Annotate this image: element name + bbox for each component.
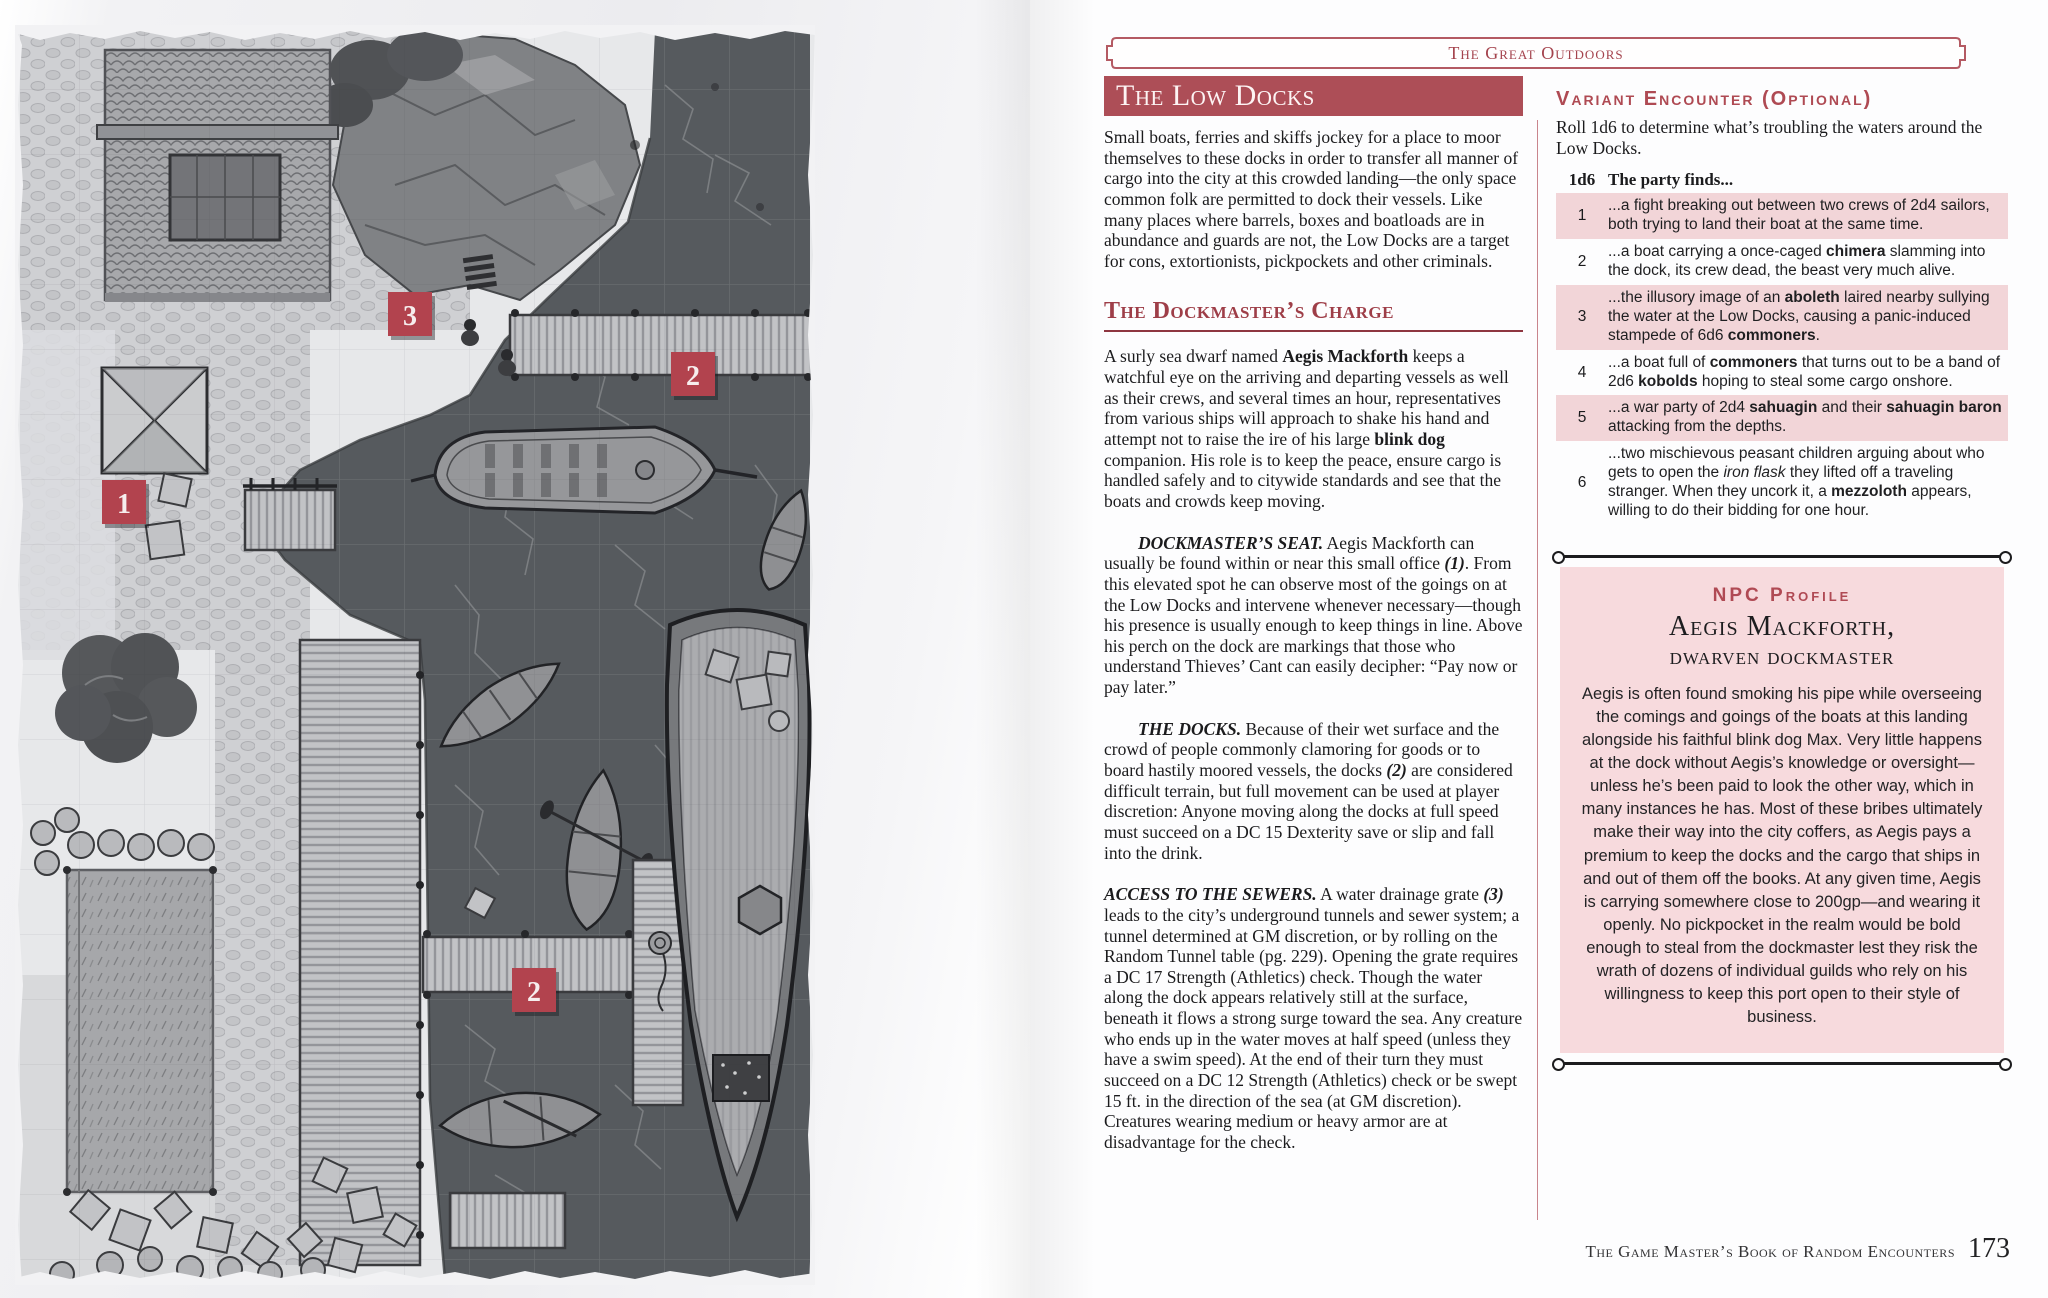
variant-encounter-heading: Variant Encounter (Optional) xyxy=(1556,88,1873,110)
finds-cell: ...a fight breaking out between two crews of 2d4 sailors, both trying to land their boat at the same time. xyxy=(1608,197,1990,234)
column-divider xyxy=(1537,120,1538,1220)
sewers-paragraph: ACCESS TO THE SEWERS. A water drainage grate (3) leads to the city’s underground tunnels and sewer system; a tunnel determined at GM discretion, or by rolling on the Random Tunnel table (pg. 229). Opening the grate requires a DC 17 Strength (Athletics) check. Though the water along the dock appears relatively still at the surface, beneath it flows a strong surge toward the sea. Any creature who ends up in the water moves at half speed (unless they have a swim speed). At the end of their turn they must succeed on a DC 12 Strength (Athletics) check or be swept 15 ft. in the direction of the sea (at GM discretion). Creatures wearing medium or heavy armor are at disadvantage for the check. xyxy=(1104,884,1523,1152)
encounter-table-header xyxy=(1556,168,2008,193)
page-footer xyxy=(1585,1233,2010,1265)
npc-description: Aegis is often found smoking his pipe while overseeing the comings and goings of the boats at this landing alongside his faithful blink dog Max. Very little happens at the dock without Aegis’s knowledge or oversight—unless he’s been paid to look the other way, which in many instances he has. Most of these bribes ultimately make their way into the city coffers, as Aegis pays a premium to keep the docks and the cargo that ships in and out of them off the books. At any given time, Aegis is carrying somewhere close to 200gp—and wearing it openly. No pickpocket in the realm would be bold enough to steal from the dockmaster lest they risk the wrath of dozens of individual guilds who rely on his willingness to keep this port open to their style of business. xyxy=(1581,684,1983,1027)
table-row xyxy=(1556,395,2008,441)
dockmasters-seat-paragraph: DOCKMASTER’S SEAT. Aegis Mackforth can usually be found within or near this small office (1). From this elevated spot he can observe most of the goings on at the Low Docks and intervene whenever necessary—though his presence is usually enough to keep things in line. Above his perch on the dock are markings that those who understand Thieves’ Cant can easily decipher: “Pay now or pay later.” xyxy=(1104,532,1523,698)
table-row xyxy=(1556,193,2008,239)
npc-profile-kicker: NPC Profile xyxy=(1712,584,1852,606)
the-docks-paragraph: THE DOCKS. Because of their wet surface and the crowd of people commonly clamoring for goods or to board hastily moored vessels, the docks (2) are considered difficult terrain, but full movement can be used at player discretion: Anyone moving along the docks at full speed must succeed on a DC 15 Dexterity save or slip and fall into the drink. xyxy=(1104,718,1513,863)
section-heading: The Dockmaster’s Charge xyxy=(1104,298,1523,332)
table-row xyxy=(1556,285,2008,350)
intro-paragraph: Small boats, ferries and skiffs jockey for a place to moor themselves to these docks in order to transfer all manner of cargo into the city at this crowded landing—the only space common folk are permitted to dock their vessels. Like many places where barrels, boxes and boatloads are in abundance and guards are not, the Low Docks are a target for cons, extortionists, pickpockets and other criminals. xyxy=(1104,127,1519,271)
npc-title: dwarven dockmaster xyxy=(1669,643,1895,670)
finds-cell: ...a boat carrying a once-caged chimera slamming into the dock, its crew dead, the beast very much alive. xyxy=(1608,243,1986,279)
svg-text:2: 2 xyxy=(527,977,541,1008)
page-title: The Low Docks xyxy=(1116,79,1315,112)
table-row xyxy=(1556,239,2008,285)
map-marker-2-lower xyxy=(512,968,559,1016)
encounter-table xyxy=(1556,168,2008,525)
footer-page-number: 173 xyxy=(1968,1233,2010,1264)
roll-cell: 1 xyxy=(1577,207,1587,225)
svg-text:3: 3 xyxy=(403,301,417,332)
map-grid xyxy=(20,30,810,1280)
rule-end-dot-icon xyxy=(1999,1058,2012,1071)
footer-book-title: The Game Master’s Book of Random Encounters xyxy=(1585,1242,1955,1261)
npc-profile xyxy=(1560,555,2004,1065)
page-title-banner xyxy=(1104,76,1523,116)
sidebar-column xyxy=(1556,88,2008,1065)
low-docks-map xyxy=(15,25,815,1285)
rule-end-dot-icon xyxy=(1552,551,1565,564)
running-header-banner xyxy=(1104,36,1968,70)
npc-box-top-rule xyxy=(1564,555,2000,558)
finds-cell: ...a boat full of commoners that turns out to be a band of 2d6 kobolds hoping to steal some cargo onshore. xyxy=(1608,353,2001,390)
npc-profile-box xyxy=(1560,567,2004,1053)
npc-name: Aegis Mackforth, xyxy=(1668,610,1896,642)
roll-cell: 4 xyxy=(1577,363,1587,381)
finds-cell: ...a war party of 2d4 sahuagin and their sahuagin baron attacking from the depths. xyxy=(1608,399,2002,436)
finds-cell: ...the illusory image of an aboleth laired nearby sullying the water at the Low Docks, causing a panic-induced stampede of 6d6 commoners. xyxy=(1608,288,1990,344)
roll-cell: 3 xyxy=(1577,308,1587,326)
table-row xyxy=(1556,441,2008,525)
encounter-table-body xyxy=(1556,193,2008,525)
dockmaster-paragraph: A surly sea dwarf named Aegis Mackforth keeps a watchful eye on the arriving and departing vessels as well as their crews, and several times an hour, representatives from various ships will approach to shake his hand and attempt not to raise the ire of his large blink dog companion. His role is to keep the peace, ensure cargo is handled safely and to citywide standards and see that the boats and crowds keep moving. xyxy=(1104,346,1509,511)
roll-column-header: 1d6 xyxy=(1568,170,1596,190)
svg-text:2: 2 xyxy=(686,361,700,392)
map-marker-3 xyxy=(388,292,435,340)
running-header-title: The Great Outdoors xyxy=(1448,42,1624,63)
variant-encounter-lead: Roll 1d6 to determine what’s troubling the waters around the Low Docks. xyxy=(1556,117,1983,158)
roll-cell: 5 xyxy=(1577,409,1587,427)
map-marker-1 xyxy=(102,480,149,528)
page-gutter xyxy=(975,0,1095,1298)
result-column-header: The party finds... xyxy=(1608,170,1734,190)
rule-end-dot-icon xyxy=(1552,1058,1565,1071)
npc-box-bottom-rule xyxy=(1564,1062,2000,1065)
roll-cell: 6 xyxy=(1577,474,1587,492)
rule-end-dot-icon xyxy=(1999,551,2012,564)
map-marker-2-upper xyxy=(671,352,718,400)
svg-text:1: 1 xyxy=(117,489,131,520)
finds-cell: ...two mischievous peasant children arguing about who gets to open the iron flask they lifted off a traveling stranger. When they uncork it, a mezzoloth appears, willing to do their bidding for one hour. xyxy=(1608,445,1985,519)
roll-cell: 2 xyxy=(1577,253,1587,270)
table-row xyxy=(1556,350,2008,396)
main-text-column xyxy=(1104,127,1523,1153)
